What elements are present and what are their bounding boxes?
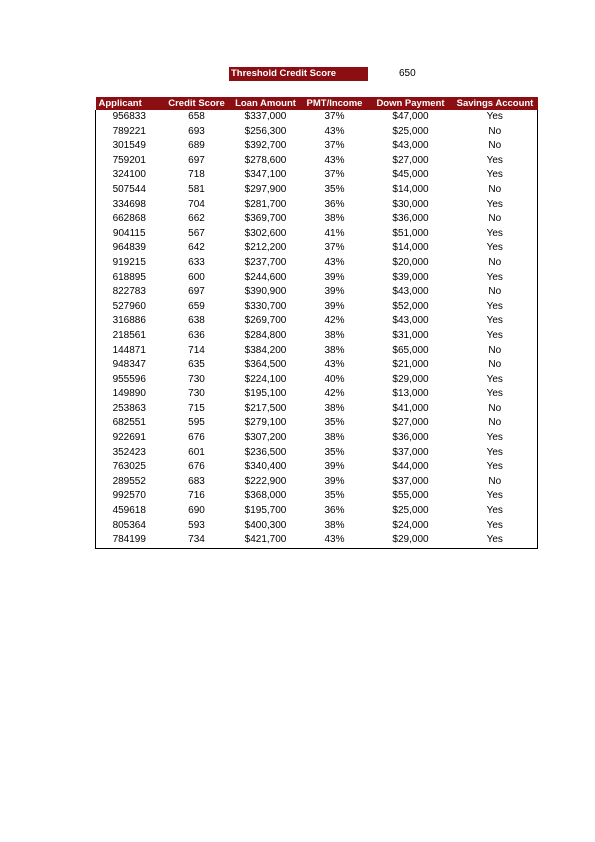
- table-cell: $384,200: [244, 344, 287, 356]
- table-cell: $364,500: [244, 359, 287, 371]
- table-cell: $195,700: [244, 505, 287, 517]
- table-cell: Yes: [453, 431, 538, 446]
- table-cell: 43%: [324, 125, 345, 137]
- table-cell: $13,000: [392, 388, 429, 400]
- table-cell: $27,000: [392, 154, 429, 166]
- table-row: [96, 416, 538, 431]
- table-cell: 43%: [324, 359, 345, 371]
- table-cell: $256,300: [244, 125, 287, 137]
- table-cell: $36,000: [392, 432, 429, 444]
- table-cell: 992570: [96, 489, 163, 504]
- table-row: [96, 168, 538, 183]
- table-cell: $302,600: [244, 227, 287, 239]
- table-cell: $279,100: [244, 417, 287, 429]
- table-cell: 37%: [324, 169, 345, 181]
- table-cell: 693: [188, 125, 205, 137]
- table-cell: $65,000: [392, 344, 429, 356]
- table-cell: $269,700: [244, 315, 287, 327]
- table-cell: $36,000: [392, 213, 429, 225]
- table-cell: 601: [188, 446, 205, 458]
- table-cell: $47,000: [392, 111, 429, 122]
- table-row: [96, 154, 538, 169]
- table-cell: 618895: [96, 271, 163, 286]
- table-cell: 658: [188, 111, 205, 122]
- table-cell: $25,000: [392, 505, 429, 517]
- table-row: [96, 329, 538, 344]
- table-row: [96, 314, 538, 329]
- table-cell: 600: [188, 271, 205, 283]
- table-cell: 676: [188, 461, 205, 473]
- table-cell: 507544: [96, 183, 163, 198]
- table-row: [96, 300, 538, 315]
- table-cell: $25,000: [392, 125, 429, 137]
- table-cell: 38%: [324, 213, 345, 225]
- table-cell: 35%: [324, 490, 345, 502]
- table-cell: $37,000: [392, 475, 429, 487]
- table-cell: 316886: [96, 314, 163, 329]
- table-cell: 39%: [324, 300, 345, 312]
- table-row: [96, 256, 538, 271]
- table-cell: Yes: [453, 198, 538, 213]
- table-cell: No: [453, 402, 538, 417]
- table-cell: Yes: [453, 241, 538, 256]
- table-cell: $340,400: [244, 461, 287, 473]
- table-cell: 39%: [324, 461, 345, 473]
- table-cell: 955596: [96, 373, 163, 388]
- table-row: [96, 489, 538, 504]
- table-cell: $369,700: [244, 213, 287, 225]
- table-cell: $307,200: [244, 432, 287, 444]
- table-cell: 919215: [96, 256, 163, 271]
- table-row: [96, 373, 538, 388]
- table-cell: No: [453, 139, 538, 154]
- table-cell: $37,000: [392, 446, 429, 458]
- table-cell: 35%: [324, 446, 345, 458]
- table-row: [96, 285, 538, 300]
- table-cell: 352423: [96, 446, 163, 461]
- table-cell: $44,000: [392, 461, 429, 473]
- table-cell: 42%: [324, 388, 345, 400]
- table-row: [96, 241, 538, 256]
- table-cell: 37%: [324, 111, 345, 122]
- table-row: [96, 227, 538, 242]
- table-cell: Yes: [453, 300, 538, 315]
- table-cell: 38%: [324, 519, 345, 531]
- column-header: Down Payment: [369, 97, 453, 110]
- table-cell: 763025: [96, 460, 163, 475]
- table-cell: $212,200: [244, 242, 287, 254]
- column-header: Applicant: [96, 97, 163, 110]
- table-cell: $222,900: [244, 475, 287, 487]
- table-cell: 289552: [96, 475, 163, 490]
- table-cell: 39%: [324, 271, 345, 283]
- table-cell: Yes: [453, 519, 538, 534]
- table-cell: $29,000: [369, 533, 453, 548]
- table-cell: 956833: [96, 110, 163, 125]
- table-row: [96, 198, 538, 213]
- table-cell: 218561: [96, 329, 163, 344]
- table-cell: $236,500: [244, 446, 287, 458]
- table-cell: $43,000: [392, 286, 429, 298]
- table-cell: 689: [188, 140, 205, 152]
- table-cell: $29,000: [392, 373, 429, 385]
- table-cell: Yes: [453, 446, 538, 461]
- table-cell: 690: [188, 505, 205, 517]
- table-cell: 704: [188, 198, 205, 210]
- table-cell: $45,000: [392, 169, 429, 181]
- table-cell: 35%: [324, 417, 345, 429]
- table-cell: 43%: [324, 154, 345, 166]
- table-cell: $41,000: [392, 402, 429, 414]
- table-cell: $421,700: [231, 533, 301, 548]
- table-row: [96, 533, 538, 548]
- table-cell: $43,000: [392, 315, 429, 327]
- table-cell: 39%: [324, 286, 345, 298]
- table-cell: No: [453, 183, 538, 198]
- table-cell: $347,100: [244, 169, 287, 181]
- table-cell: 716: [188, 490, 205, 502]
- table-cell: 734: [163, 533, 231, 548]
- table-cell: No: [453, 285, 538, 300]
- table-row: [96, 110, 538, 125]
- table-cell: 36%: [324, 198, 345, 210]
- table-cell: 822783: [96, 285, 163, 300]
- table-row: [96, 212, 538, 227]
- table-cell: $51,000: [392, 227, 429, 239]
- table-cell: $24,000: [392, 519, 429, 531]
- column-header: Savings Account: [453, 97, 538, 110]
- table-cell: 39%: [324, 475, 345, 487]
- table-cell: 714: [188, 344, 205, 356]
- table-row: [96, 183, 538, 198]
- table-row: [96, 358, 538, 373]
- table-cell: 759201: [96, 154, 163, 169]
- table-cell: Yes: [453, 533, 538, 548]
- threshold-row: [229, 67, 416, 81]
- table-cell: 36%: [324, 505, 345, 517]
- table-row: [96, 139, 538, 154]
- table-cell: $30,000: [392, 198, 429, 210]
- table-cell: 253863: [96, 402, 163, 417]
- threshold-value: 650: [399, 68, 416, 79]
- table-cell: 35%: [324, 183, 345, 195]
- table-cell: $368,000: [244, 490, 287, 502]
- table-cell: No: [453, 125, 538, 140]
- table-cell: 948347: [96, 358, 163, 373]
- table-cell: 904115: [96, 227, 163, 242]
- table-cell: $278,600: [244, 154, 287, 166]
- table-cell: 324100: [96, 168, 163, 183]
- table-row: [96, 431, 538, 446]
- table-cell: 662: [188, 213, 205, 225]
- table-cell: No: [453, 358, 538, 373]
- table-cell: $392,700: [244, 140, 287, 152]
- table-cell: 633: [188, 256, 205, 268]
- table-row: [96, 387, 538, 402]
- table-cell: 789221: [96, 125, 163, 140]
- table-cell: 43%: [301, 533, 369, 548]
- table-cell: $237,700: [244, 256, 287, 268]
- table-cell: 659: [188, 300, 205, 312]
- table-cell: 715: [188, 402, 205, 414]
- table-cell: $281,700: [244, 198, 287, 210]
- table-cell: 37%: [324, 140, 345, 152]
- table-row: [96, 125, 538, 140]
- table-cell: 334698: [96, 198, 163, 213]
- table-cell: 41%: [324, 227, 345, 239]
- table-cell: $31,000: [392, 329, 429, 341]
- table-cell: 683: [188, 475, 205, 487]
- table-cell: 642: [188, 242, 205, 254]
- table-cell: $52,000: [392, 300, 429, 312]
- table-cell: $224,100: [244, 373, 287, 385]
- table-cell: $14,000: [392, 183, 429, 195]
- table-cell: No: [453, 344, 538, 359]
- table-cell: 730: [188, 373, 205, 385]
- table-cell: $27,000: [392, 417, 429, 429]
- table-row: [96, 446, 538, 461]
- table-cell: 682551: [96, 416, 163, 431]
- table-cell: 43%: [324, 256, 345, 268]
- table-cell: $390,900: [244, 286, 287, 298]
- table-cell: No: [453, 256, 538, 271]
- table-cell: 718: [188, 169, 205, 181]
- table-cell: 964839: [96, 241, 163, 256]
- table-row: [96, 504, 538, 519]
- table-cell: 37%: [324, 242, 345, 254]
- table-cell: 636: [188, 329, 205, 341]
- applicant-table: [95, 97, 538, 549]
- table-cell: 38%: [324, 344, 345, 356]
- column-header: Credit Score: [163, 97, 231, 110]
- table-cell: 784199: [96, 533, 163, 548]
- table-row: [96, 271, 538, 286]
- table-header-row: [96, 97, 538, 110]
- table-cell: 922691: [96, 431, 163, 446]
- table-cell: $217,500: [244, 402, 287, 414]
- column-header: Loan Amount: [231, 97, 301, 110]
- table-cell: 593: [188, 519, 205, 531]
- table-cell: 38%: [324, 402, 345, 414]
- table-cell: Yes: [453, 227, 538, 242]
- table-cell: $244,600: [244, 271, 287, 283]
- table-cell: 149890: [96, 387, 163, 402]
- table-cell: 38%: [324, 432, 345, 444]
- table-cell: Yes: [453, 154, 538, 169]
- table-cell: 697: [188, 154, 205, 166]
- table-cell: $297,900: [244, 183, 287, 195]
- table-cell: Yes: [453, 314, 538, 329]
- table-row: [96, 460, 538, 475]
- table-cell: Yes: [453, 168, 538, 183]
- table-cell: $284,800: [244, 329, 287, 341]
- table-cell: Yes: [453, 329, 538, 344]
- table-cell: No: [453, 416, 538, 431]
- table-cell: $21,000: [392, 359, 429, 371]
- table-cell: $55,000: [392, 490, 429, 502]
- table-cell: $39,000: [392, 271, 429, 283]
- table-row: [96, 344, 538, 359]
- table-cell: 581: [188, 183, 205, 195]
- table-cell: 635: [188, 359, 205, 371]
- table-cell: No: [453, 212, 538, 227]
- table-cell: 805364: [96, 519, 163, 534]
- table-cell: $400,300: [244, 519, 287, 531]
- table-cell: Yes: [453, 460, 538, 475]
- table-cell: 144871: [96, 344, 163, 359]
- table-row: [96, 519, 538, 534]
- table-cell: Yes: [453, 373, 538, 388]
- table-cell: Yes: [453, 387, 538, 402]
- column-header: PMT/Income: [301, 97, 369, 110]
- table-row: [96, 475, 538, 490]
- table-body: [96, 110, 538, 548]
- table-cell: No: [453, 475, 538, 490]
- table-cell: Yes: [453, 110, 538, 125]
- table-cell: 42%: [324, 315, 345, 327]
- table-cell: $43,000: [392, 140, 429, 152]
- table-row: [96, 402, 538, 417]
- table-cell: 38%: [324, 329, 345, 341]
- table-cell: 730: [188, 388, 205, 400]
- table-cell: 40%: [324, 373, 345, 385]
- table-cell: $20,000: [392, 256, 429, 268]
- table-cell: 567: [188, 227, 205, 239]
- table-cell: $337,000: [244, 111, 287, 122]
- table-cell: 301549: [96, 139, 163, 154]
- table-cell: $195,100: [244, 388, 287, 400]
- threshold-label: Threshold Credit Score: [229, 67, 368, 81]
- table-cell: 697: [188, 286, 205, 298]
- table-cell: 459618: [96, 504, 163, 519]
- table-cell: Yes: [453, 271, 538, 286]
- table-cell: $14,000: [392, 242, 429, 254]
- table-cell: 676: [188, 432, 205, 444]
- table-cell: 638: [188, 315, 205, 327]
- table-cell: Yes: [453, 489, 538, 504]
- table-cell: 527960: [96, 300, 163, 315]
- table-cell: 662868: [96, 212, 163, 227]
- table-cell: Yes: [453, 504, 538, 519]
- table-cell: $330,700: [244, 300, 287, 312]
- table-cell: 595: [188, 417, 205, 429]
